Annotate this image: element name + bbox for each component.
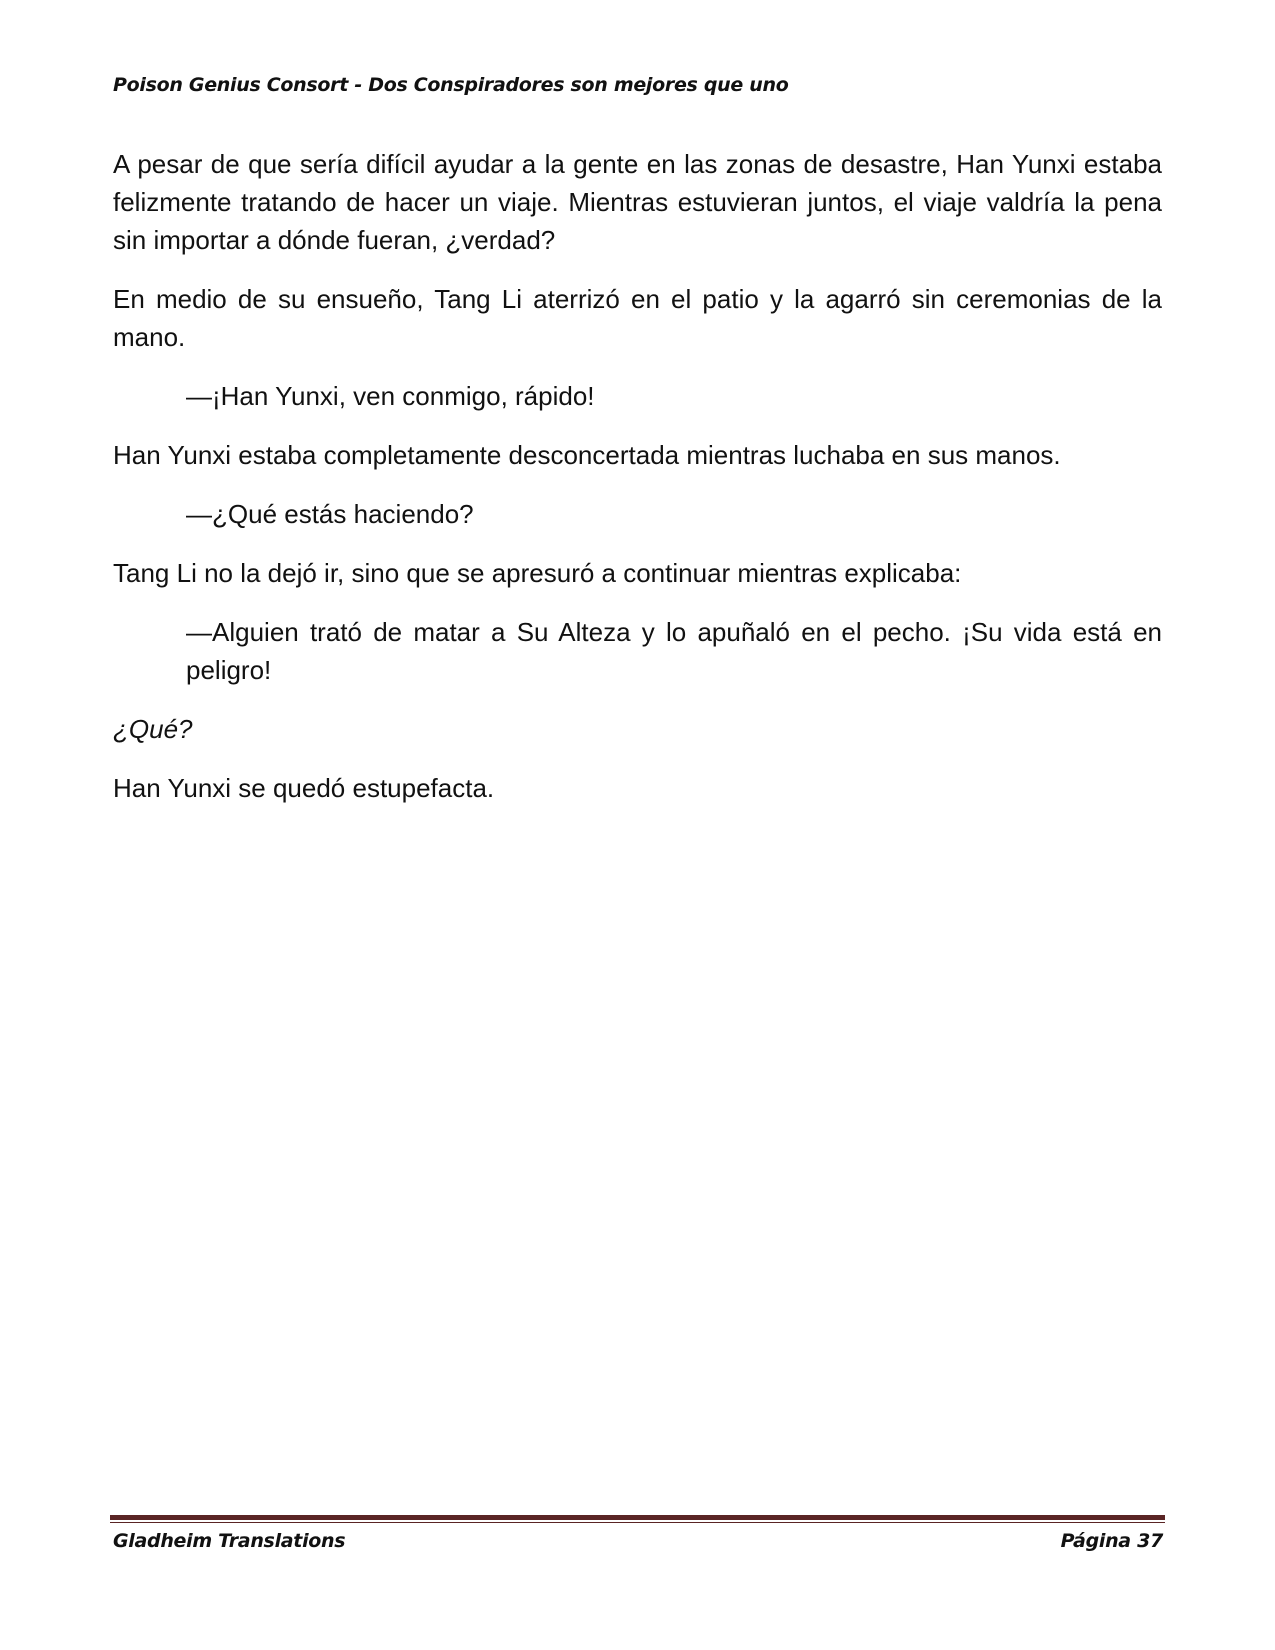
dialogue-line: —Alguien trató de matar a Su Alteza y lo apuñaló en el pecho. ¡Su vida está en peligro!: [186, 617, 1162, 685]
running-header: Poison Genius Consort - Dos Conspiradores son mejores que uno: [113, 74, 789, 96]
dialogue-line: —¿Qué estás haciendo?: [186, 499, 474, 529]
footer-rule-thick: [110, 1515, 1165, 1520]
paragraph: Han Yunxi se quedó estupefacta.: [113, 773, 495, 803]
footer-rule-thin: [110, 1522, 1165, 1523]
paragraph: A pesar de que sería difícil ayudar a la gente en las zonas de desastre, Han Yunxi estaba felizmente tratando de hacer un viaje. Mientras estuvieran juntos, el viaje valdría la pena sin importar a dónde fueran, ¿verdad?: [113, 149, 1162, 255]
thought-line: ¿Qué?: [113, 714, 193, 744]
footer-credit: Gladheim Translations: [113, 1530, 346, 1552]
page-number: Página 37: [1060, 1530, 1163, 1552]
paragraph: Tang Li no la dejó ir, sino que se apresuró a continuar mientras explicaba:: [113, 558, 962, 588]
page-body: [113, 145, 1162, 828]
paragraph: Han Yunxi estaba completamente desconcertada mientras luchaba en sus manos.: [113, 440, 1061, 470]
dialogue-line: —¡Han Yunxi, ven conmigo, rápido!: [186, 381, 595, 411]
paragraph: En medio de su ensueño, Tang Li aterrizó en el patio y la agarró sin ceremonias de la mano.: [113, 284, 1162, 352]
